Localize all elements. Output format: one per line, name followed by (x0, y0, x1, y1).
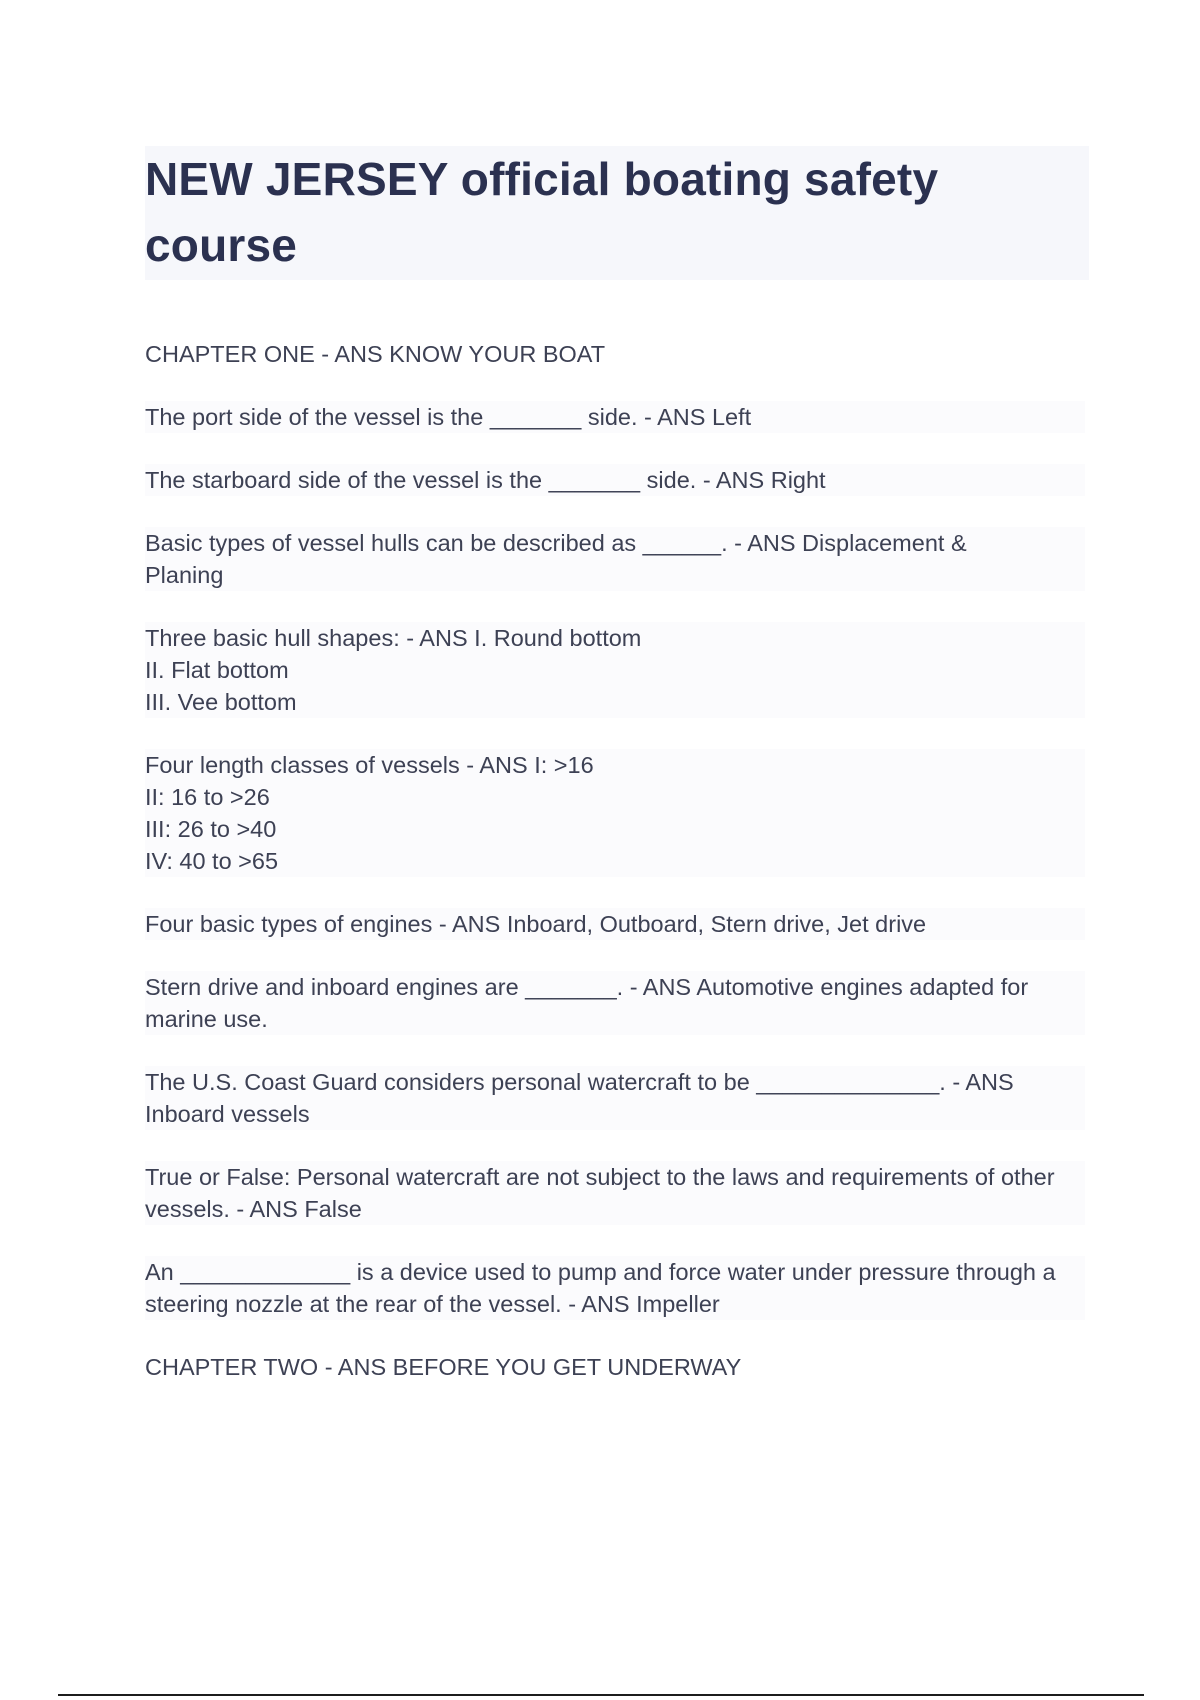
footer-divider (58, 1694, 1144, 1696)
qa-entry: Stern drive and inboard engines are _______. - ANS Automotive engines adapted for marine use. (145, 971, 1085, 1035)
qa-list (145, 338, 1085, 1383)
chapter-heading: CHAPTER ONE - ANS KNOW YOUR BOAT (145, 341, 606, 367)
qa-entry: Four basic types of engines - ANS Inboard, Outboard, Stern drive, Jet drive (145, 908, 1085, 940)
chapter-heading: CHAPTER TWO - ANS BEFORE YOU GET UNDERWAY (145, 1354, 742, 1380)
qa-entry: The U.S. Coast Guard considers personal watercraft to be ______________. - ANS Inboard vessels (145, 1066, 1085, 1130)
qa-entry: Basic types of vessel hulls can be described as ______. - ANS Displacement & Planing (145, 527, 1085, 591)
document-title: NEW JERSEY official boating safety course (145, 153, 939, 271)
qa-entry: An _____________ is a device used to pump and force water under pressure through a steering nozzle at the rear of the vessel. - ANS Impeller (145, 1256, 1085, 1320)
qa-entry: Three basic hull shapes: - ANS I. Round bottom II. Flat bottom III. Vee bottom (145, 622, 1085, 718)
qa-entry: Four length classes of vessels - ANS I: >16 II: 16 to >26 III: 26 to >40 IV: 40 to >65 (145, 749, 1085, 877)
title-box (145, 146, 1089, 280)
qa-entry: True or False: Personal watercraft are not subject to the laws and requirements of other vessels. - ANS False (145, 1161, 1085, 1225)
qa-entry: The port side of the vessel is the _______ side. - ANS Left (145, 401, 1085, 433)
qa-entry: The starboard side of the vessel is the _______ side. - ANS Right (145, 464, 1085, 496)
